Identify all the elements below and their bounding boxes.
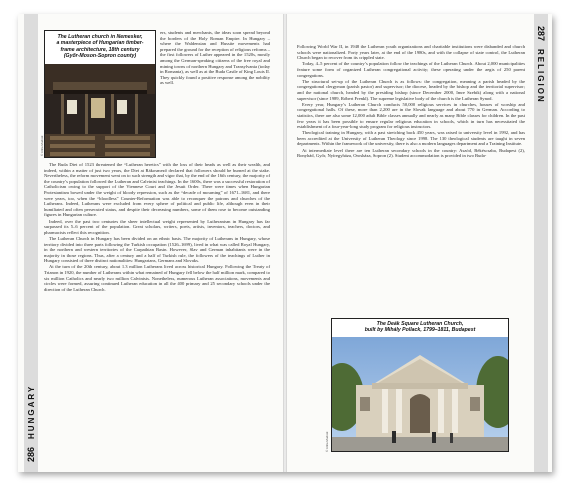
left-side-tab <box>24 14 38 472</box>
right-page <box>287 14 552 472</box>
left-paragraph: The Buda Diet of 1523 threatened the “Lutheran heretics” with the loss of their heads as well as their wealth, and indeed, within a matter of just two years, the Diet at Rákosmező declared that followers should be burned at the stake. Nevertheless, the reform movement went on to such strength and vigor that, by the end of the 16th century, the majority of the country’s population followed the Lutheran and Calvinist teachings. In the 1600s, there was a successful restoration of Catholicism owing to the support of the Viennese Court and the Jesuit Order. There were times when Hungarian Protestantism bowed under the weight of bloody repression, such as the “decade of mourning” of 1671–1681, and there were years, too, when the “bloodless” Counter-Reformation was able to reconquer the patrons and churches of the Lutherans. Indeed, Lutherans were excluded from every sphere of political and public life, although even in their humiliated and often persecuted status, and despite their decreasing numbers, some of them rose to become outstanding figures in Hungarian culture. <box>44 162 270 218</box>
left-caption-line: The Lutheran church in Nemesker, <box>57 34 143 40</box>
right-running-head <box>536 26 546 104</box>
left-photo-credit: © Attila Mudrák <box>40 135 44 156</box>
left-paragraph: Indeed, over the past two centuries the sheer intellectual weight represented by Lutheranism in Hungary has far surpassed its 5–6 percent of the population. Great scholars, writers, poets, artists, inventors, teachers, doctors, and pharmacists reflect this recognition. <box>44 218 270 235</box>
left-paragraph: At the turn of the 20th century, about 1.3 million Lutherans lived across historical Hungary. Following the Treaty of Trianon in 1920, the number of Lutherans within what remained of Hungary fell below the half million mark, compared to six million Catholics and nearly two million Calvinists. Nonetheless, numerous Lutheran associations, movements and circles were formed, assuring continued Lutheran education in all the 400 primary and 25 secondary schools under the direction of the Lutheran Church. <box>44 264 270 292</box>
church-facade-image <box>332 337 508 451</box>
right-photo-credit: © Attila Mudrák <box>325 431 329 452</box>
church-interior-image <box>45 64 155 157</box>
left-body-text <box>44 162 270 293</box>
right-caption-line: built by Mihály Pollack, 1799–1811, Budapest <box>364 327 476 334</box>
left-caption-line: frame architecture, 18th century <box>60 46 140 53</box>
deak-square-church-photo <box>332 337 508 451</box>
right-body-text <box>297 44 525 159</box>
right-paragraph: Today, 4–5 percent of the country’s population follow the teachings of the Lutheran Church. About 2,000 municipalities feature some form of organized Lutheran congregational activity; these operating under the aegis of 250 parent congregations. <box>297 61 525 78</box>
book-spread <box>18 14 552 472</box>
left-page-number: 286 <box>26 446 36 462</box>
left-paragraph: The Lutheran Church in Hungary has been divided on an ethnic basis. The majority of Lutherans in Hungary, whose territory divided into three parts following the Turkish occupation (1526–1699), lived in what was called Royal Hungary, in the northern and western territories of the Carpathian Basin. However, Slav and German inhabitants were in the majority in those regions. Thus, after a century and a half of Turkish rule, the followers of the teachings of Luther in Hungary consisted of three distinct nationalities: Hungarians, Germans and Slovaks. <box>44 235 270 264</box>
right-photo-caption <box>332 319 508 336</box>
right-running-title: RELIGION <box>536 49 545 104</box>
left-running-head <box>26 385 36 462</box>
left-caption-line: (Győr-Moson-Sopron county) <box>63 53 137 60</box>
church-interior-photo <box>45 64 155 157</box>
right-page-number: 287 <box>536 26 546 42</box>
right-paragraph: Following World War II, in 1948 the Lutheran youth organizations and charitable institutions were disbanded and church schools were nationalized. Forty years later, at the end of the 1980s, and with the collapse of state control, the Lutheran Church began to recover from its crippled state. <box>297 44 525 61</box>
right-paragraph: The structural set-up of the Lutheran Church is as follows: the congregation, meaning a parish headed by the congregational clergyman (parish pastor) and supervisor; the diocese, headed by the bishop and the territorial supervisor; and the national church, headed by the presiding bishop (since December 2000, Imre Szebik) along with a national supervisor (since 1989, Róbert Frenkl). The supreme legislative body of the church is the Lutheran Synod. <box>297 78 525 101</box>
left-caption-line: a masterpiece of Hungarian timber- <box>56 40 144 47</box>
right-photo-box <box>331 318 509 452</box>
right-paragraph: Every year, Hungary’s Lutheran Church conducts 50,000 religious services in churches, houses of worship and congregational halls. Of these, more than 2,200 are in the Slovak language and about 770 in German. According to statistics, there are also some 12,000 adult Bible classes annually and nearly as many Bible classes for children. In the past few years it has been possible to ensure regular religious education in schools, which in turn has necessitated the establishment of a four-year-long study program for religious instructors. <box>297 101 525 130</box>
right-paragraph: Theological training in Hungary, with a past stretching back 450 years, was raised to university level in 1992, and has been accredited at the University of Lutheran Theology since 1998. The 130 theological students are taught in seven departments. Within the framework of the university, there is also a modern languages department and a Training Institute. <box>297 130 525 147</box>
right-paragraph: At intermediate level there are ten Lutheran secondary schools in the country: Aszód, Békéscsaba, Budapest (2), Bonyhád, Győr, Nyíregyháza, Orosháza, Sopron (2). Student accommodation is provided in two Buda- <box>297 147 525 159</box>
left-column-text-top <box>160 30 270 87</box>
right-caption-line: The Deák Square Lutheran Church, <box>376 321 464 327</box>
left-photo-caption <box>45 31 155 63</box>
right-side-tab <box>534 14 548 472</box>
left-photo-box <box>44 30 156 158</box>
left-intro-paragraph: ers, students and merchants, the ideas soon spread beyond the borders of the Holy Roman Empire. In Hungary – where the Waldensian and Hussite movements had prepared the ground for the reception of religious reforms – the first followers of Luther appeared in the 1520s, mostly among the German-speaking citizens of the free royal and mining towns of northern Hungary and Transylvania (today in Romania), as well as at the Buda Castle of King Louis II. They quickly found a positive response among the nobility as well. <box>160 30 270 86</box>
left-page <box>18 14 283 472</box>
left-running-title: HUNGARY <box>27 384 36 439</box>
